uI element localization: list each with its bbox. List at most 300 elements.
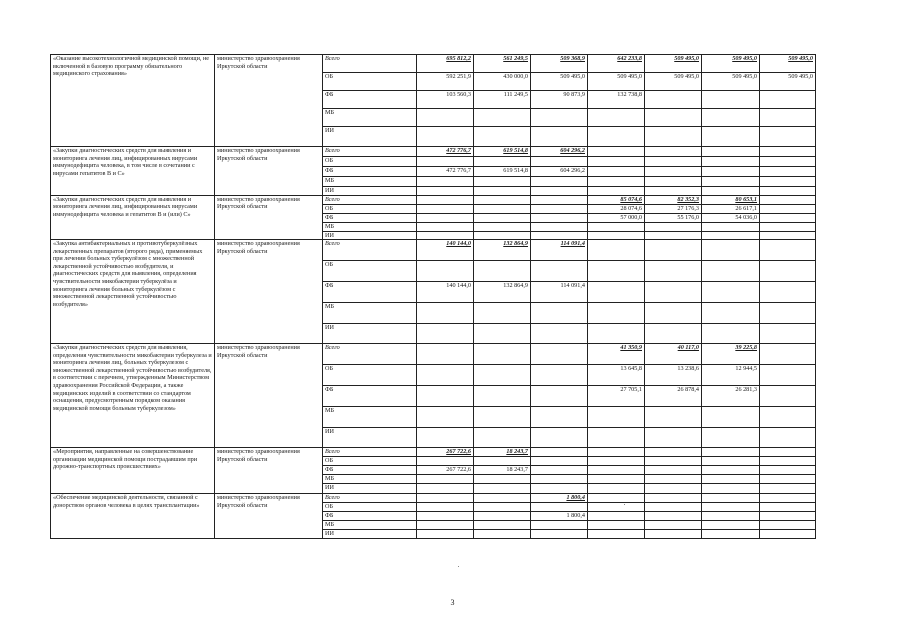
year-amount-cell: 27 705,1 <box>588 386 645 407</box>
year-amount-cell <box>531 503 588 512</box>
year-amount-cell <box>588 530 645 539</box>
year-amount-cell <box>474 204 531 213</box>
measure-description: «Закупки диагностических средств для выявления, определения чувствительности микобактерии туберкулеза и мониторинга лечения лиц, больных туберкулезом с множественной лекарственной устойчивостью возбудителя, в соответствии с перечнем, утвержденным Министерством здравоохранения Российской Федерации, а также медицинских изделий в соответствии со стандартом оснащения, предусмотренным порядком оказания медицинской помощи больным туберкулезом» <box>51 344 215 448</box>
year-amount-cell <box>531 204 588 213</box>
year-amount-cell <box>588 512 645 521</box>
year-amount-cell <box>645 167 702 177</box>
year-amount-cell <box>645 231 702 240</box>
year-amount-cell <box>588 428 645 448</box>
year-amount-cell <box>702 466 760 475</box>
funding-source-label: МБ <box>323 109 417 127</box>
year-amount-cell <box>702 157 760 167</box>
table-row <box>51 448 816 457</box>
year-amount-cell <box>474 503 531 512</box>
year-amount-cell <box>588 407 645 428</box>
year-amount-cell: 114 091,4 <box>531 240 588 261</box>
year-amount-cell <box>645 466 702 475</box>
year-amount-cell <box>760 147 816 157</box>
funding-source-label: ФБ <box>323 466 417 475</box>
year-amount-cell: 40 117,0 <box>645 344 702 365</box>
year-amount-cell <box>531 195 588 204</box>
year-amount-cell: 18 243,7 <box>474 448 531 457</box>
year-amount-cell: 509 495,0 <box>702 55 760 73</box>
year-amount-cell <box>760 466 816 475</box>
year-amount-cell: 509 368,9 <box>531 55 588 73</box>
year-amount-cell: 82 352,3 <box>645 195 702 204</box>
year-amount-cell <box>588 448 645 457</box>
year-amount-cell <box>645 282 702 303</box>
year-amount-cell <box>702 512 760 521</box>
year-amount-cell <box>760 303 816 324</box>
year-amount-cell <box>760 195 816 204</box>
year-amount-cell <box>588 303 645 324</box>
funding-source-label: ИИ <box>323 324 417 344</box>
year-amount-cell <box>702 324 760 344</box>
year-amount-cell <box>702 187 760 196</box>
year-amount-cell <box>702 475 760 484</box>
year-amount-cell: 267 722,6 <box>417 466 474 475</box>
year-amount-cell <box>702 177 760 187</box>
year-amount-cell <box>417 457 474 466</box>
year-amount-cell <box>474 521 531 530</box>
year-amount-cell <box>474 344 531 365</box>
year-amount-cell <box>474 231 531 240</box>
year-amount-cell <box>531 407 588 428</box>
year-amount-cell <box>702 484 760 494</box>
year-amount-cell <box>474 407 531 428</box>
year-amount-cell <box>417 324 474 344</box>
funding-source-label: ОБ <box>323 503 417 512</box>
year-amount-cell: 140 144,0 <box>417 282 474 303</box>
year-amount-cell <box>760 457 816 466</box>
funding-source-label: ФБ <box>323 282 417 303</box>
year-amount-cell <box>760 475 816 484</box>
year-amount-cell: 604 296,2 <box>531 167 588 177</box>
year-amount-cell <box>474 303 531 324</box>
year-amount-cell <box>417 521 474 530</box>
year-amount-cell <box>760 521 816 530</box>
funding-source-label: ОБ <box>323 157 417 167</box>
year-amount-cell: 57 000,0 <box>588 213 645 222</box>
year-amount-cell <box>531 530 588 539</box>
funding-source-label: ФБ <box>323 167 417 177</box>
measure-description: «Закупка антибактериальных и противотуберкулёзных лекарственных препаратов (второго ряда), применяемых при лечении больных туберкулёзом с множественной лекарственной устойчивостью возбудителя, и диагностических средств для выявления, определения чувствительности микобактерии туберкулёза и мониторинга лечения больных туберкулёзом с множественной лекарственной устойчивостью возбудителя» <box>51 240 215 344</box>
responsible-executor: министерство здравоохранения Иркутской области <box>215 195 323 240</box>
year-amount-cell <box>760 157 816 167</box>
year-amount-cell <box>474 109 531 127</box>
year-amount-cell <box>588 127 645 147</box>
year-amount-cell: 472 776,7 <box>417 147 474 157</box>
year-amount-cell <box>645 157 702 167</box>
year-amount-cell <box>531 157 588 167</box>
year-amount-cell <box>588 147 645 157</box>
year-amount-cell <box>760 261 816 282</box>
responsible-executor: министерство здравоохранения Иркутской области <box>215 55 323 147</box>
year-amount-cell: 54 036,0 <box>702 213 760 222</box>
funding-source-label: ИИ <box>323 231 417 240</box>
year-amount-cell <box>702 167 760 177</box>
year-amount-cell <box>702 428 760 448</box>
year-amount-cell <box>474 261 531 282</box>
year-amount-cell <box>417 195 474 204</box>
year-amount-cell <box>645 222 702 231</box>
year-amount-cell: 509 495,0 <box>760 73 816 91</box>
year-amount-cell <box>702 222 760 231</box>
year-amount-cell <box>588 177 645 187</box>
scan-speck <box>624 504 625 505</box>
year-amount-cell <box>531 448 588 457</box>
year-amount-cell: 26 281,3 <box>702 386 760 407</box>
year-amount-cell: 55 176,0 <box>645 213 702 222</box>
measure-description: «Обеспечение медицинской деятельности, связанной с донорством органов человека в целях трансплантации» <box>51 494 215 539</box>
funding-source-label: ФБ <box>323 213 417 222</box>
year-amount-cell <box>531 127 588 147</box>
year-amount-cell <box>531 187 588 196</box>
year-amount-cell: 472 776,7 <box>417 167 474 177</box>
year-amount-cell <box>417 157 474 167</box>
year-amount-cell <box>531 457 588 466</box>
year-amount-cell: 114 091,4 <box>531 282 588 303</box>
year-amount-cell: 604 296,2 <box>531 147 588 157</box>
year-amount-cell <box>645 324 702 344</box>
year-amount-cell <box>417 484 474 494</box>
year-amount-cell <box>588 261 645 282</box>
year-amount-cell <box>531 365 588 386</box>
year-amount-cell: 80 653,1 <box>702 195 760 204</box>
funding-source-label: ФБ <box>323 512 417 521</box>
year-amount-cell <box>760 127 816 147</box>
year-amount-cell <box>588 282 645 303</box>
year-amount-cell <box>645 109 702 127</box>
table-row <box>51 55 816 73</box>
year-amount-cell <box>760 222 816 231</box>
table-row <box>51 240 816 261</box>
year-amount-cell <box>417 344 474 365</box>
year-amount-cell <box>417 177 474 187</box>
year-amount-cell <box>588 494 645 503</box>
year-amount-cell <box>417 365 474 386</box>
year-amount-cell: 509 495,0 <box>645 73 702 91</box>
year-amount-cell <box>645 240 702 261</box>
year-amount-cell <box>588 457 645 466</box>
year-amount-cell <box>531 428 588 448</box>
year-amount-cell <box>702 407 760 428</box>
funding-source-label: ИИ <box>323 127 417 147</box>
year-amount-cell <box>531 303 588 324</box>
year-amount-cell <box>645 448 702 457</box>
year-amount-cell <box>760 204 816 213</box>
year-amount-cell <box>760 365 816 386</box>
year-amount-cell <box>702 448 760 457</box>
year-amount-cell: 85 074,6 <box>588 195 645 204</box>
year-amount-cell <box>645 91 702 109</box>
year-amount-cell: 695 812,2 <box>417 55 474 73</box>
year-amount-cell <box>645 261 702 282</box>
funding-source-label: МБ <box>323 407 417 428</box>
year-amount-cell <box>531 261 588 282</box>
year-amount-cell <box>474 428 531 448</box>
year-amount-cell: 26 878,4 <box>645 386 702 407</box>
year-amount-cell <box>645 484 702 494</box>
year-amount-cell <box>417 303 474 324</box>
year-amount-cell <box>760 494 816 503</box>
year-amount-cell <box>645 177 702 187</box>
year-amount-cell <box>417 261 474 282</box>
year-amount-cell: 509 495,0 <box>702 73 760 91</box>
year-amount-cell: 509 495,0 <box>588 73 645 91</box>
year-amount-cell <box>760 484 816 494</box>
year-amount-cell: 1 800,4 <box>531 494 588 503</box>
year-amount-cell <box>588 503 645 512</box>
year-amount-cell <box>474 187 531 196</box>
funding-source-label: ИИ <box>323 428 417 448</box>
year-amount-cell: 111 249,5 <box>474 91 531 109</box>
year-amount-cell: 1 800,4 <box>531 512 588 521</box>
year-amount-cell <box>702 240 760 261</box>
year-amount-cell <box>417 475 474 484</box>
year-amount-cell <box>474 157 531 167</box>
year-amount-cell <box>702 521 760 530</box>
year-amount-cell <box>531 466 588 475</box>
year-amount-cell <box>474 512 531 521</box>
funding-source-label: ОБ <box>323 457 417 466</box>
funding-source-label: МБ <box>323 303 417 324</box>
table-row <box>51 494 816 503</box>
year-amount-cell <box>588 324 645 344</box>
year-amount-cell <box>645 530 702 539</box>
year-amount-cell <box>417 213 474 222</box>
year-amount-cell <box>588 231 645 240</box>
year-amount-cell <box>760 344 816 365</box>
funding-source-label: Всего <box>323 240 417 261</box>
year-amount-cell <box>760 503 816 512</box>
funding-source-label: ФБ <box>323 386 417 407</box>
year-amount-cell: 103 560,3 <box>417 91 474 109</box>
year-amount-cell <box>760 177 816 187</box>
funding-source-label: ИИ <box>323 187 417 196</box>
year-amount-cell <box>417 407 474 428</box>
year-amount-cell <box>531 475 588 484</box>
year-amount-cell <box>588 484 645 494</box>
measure-description: «Закупки диагностических средств для выявления и мониторинга лечения лиц, инфицированных вирусами иммунодефицита человека, в том числе в сочетании с вирусами гепатитов В и С» <box>51 147 215 196</box>
year-amount-cell <box>645 407 702 428</box>
year-amount-cell <box>474 222 531 231</box>
year-amount-cell <box>474 324 531 344</box>
year-amount-cell: 13 238,6 <box>645 365 702 386</box>
year-amount-cell <box>531 521 588 530</box>
year-amount-cell <box>588 167 645 177</box>
year-amount-cell <box>760 187 816 196</box>
year-amount-cell <box>588 109 645 127</box>
year-amount-cell <box>588 222 645 231</box>
year-amount-cell: 140 144,0 <box>417 240 474 261</box>
year-amount-cell <box>760 448 816 457</box>
year-amount-cell <box>417 503 474 512</box>
year-amount-cell <box>474 530 531 539</box>
year-amount-cell: 41 350,9 <box>588 344 645 365</box>
measure-description: «Мероприятия, направленные на совершенствование организации медицинской помощи пострадавшим при дорожно-транспортных происшествиях» <box>51 448 215 494</box>
table-row <box>51 344 816 365</box>
year-amount-cell <box>760 231 816 240</box>
year-amount-cell <box>760 324 816 344</box>
year-amount-cell <box>417 231 474 240</box>
year-amount-cell <box>417 428 474 448</box>
funding-source-label: Всего <box>323 55 417 73</box>
year-amount-cell: 26 617,1 <box>702 204 760 213</box>
year-amount-cell: 28 074,6 <box>588 204 645 213</box>
year-amount-cell <box>645 303 702 324</box>
funding-source-label: МБ <box>323 222 417 231</box>
responsible-executor: министерство здравоохранения Иркутской области <box>215 344 323 448</box>
year-amount-cell <box>702 127 760 147</box>
year-amount-cell <box>760 386 816 407</box>
responsible-executor: министерство здравоохранения Иркутской области <box>215 494 323 539</box>
page-number: 3 <box>450 598 455 607</box>
year-amount-cell <box>474 213 531 222</box>
measure-description: «Закупки диагностических средств для выявления и мониторинга лечения лиц, инфицированных вирусами иммунодефицита человека и гепатитов В и (или) С» <box>51 195 215 240</box>
year-amount-cell <box>531 231 588 240</box>
funding-source-label: ИИ <box>323 530 417 539</box>
year-amount-cell <box>760 109 816 127</box>
funding-source-label: ОБ <box>323 73 417 91</box>
year-amount-cell: 18 243,7 <box>474 466 531 475</box>
year-amount-cell <box>645 503 702 512</box>
year-amount-cell: 430 000,0 <box>474 73 531 91</box>
funding-source-label: МБ <box>323 475 417 484</box>
year-amount-cell <box>702 231 760 240</box>
year-amount-cell: 132 864,9 <box>474 282 531 303</box>
year-amount-cell <box>760 428 816 448</box>
year-amount-cell <box>702 503 760 512</box>
year-amount-cell <box>760 167 816 177</box>
year-amount-cell <box>760 282 816 303</box>
year-amount-cell: 509 495,0 <box>760 55 816 73</box>
funding-source-label: МБ <box>323 177 417 187</box>
funding-source-label: ОБ <box>323 204 417 213</box>
year-amount-cell: 642 233,8 <box>588 55 645 73</box>
year-amount-cell <box>645 521 702 530</box>
funding-source-label: ОБ <box>323 261 417 282</box>
year-amount-cell <box>531 222 588 231</box>
funding-source-label: Всего <box>323 344 417 365</box>
funding-source-label: ФБ <box>323 91 417 109</box>
year-amount-cell: 267 722,6 <box>417 448 474 457</box>
year-amount-cell: 132 864,9 <box>474 240 531 261</box>
year-amount-cell <box>645 127 702 147</box>
year-amount-cell <box>417 530 474 539</box>
year-amount-cell <box>760 91 816 109</box>
year-amount-cell <box>417 204 474 213</box>
year-amount-cell <box>760 512 816 521</box>
year-amount-cell <box>760 213 816 222</box>
year-amount-cell <box>531 177 588 187</box>
year-amount-cell <box>702 282 760 303</box>
year-amount-cell <box>474 457 531 466</box>
funding-table <box>50 54 816 539</box>
year-amount-cell <box>645 512 702 521</box>
year-amount-cell <box>702 530 760 539</box>
year-amount-cell <box>760 530 816 539</box>
responsible-executor: министерство здравоохранения Иркутской области <box>215 448 323 494</box>
year-amount-cell <box>645 428 702 448</box>
responsible-executor: министерство здравоохранения Иркутской области <box>215 147 323 196</box>
year-amount-cell <box>760 407 816 428</box>
year-amount-cell <box>702 91 760 109</box>
year-amount-cell <box>531 386 588 407</box>
funding-source-label: Всего <box>323 448 417 457</box>
year-amount-cell <box>760 240 816 261</box>
year-amount-cell <box>702 261 760 282</box>
table-row <box>51 147 816 157</box>
funding-source-label: Всего <box>323 147 417 157</box>
year-amount-cell <box>474 177 531 187</box>
year-amount-cell: 132 738,8 <box>588 91 645 109</box>
year-amount-cell <box>474 475 531 484</box>
year-amount-cell <box>417 187 474 196</box>
scan-speck <box>458 566 459 567</box>
year-amount-cell: 592 251,9 <box>417 73 474 91</box>
year-amount-cell: 39 225,8 <box>702 344 760 365</box>
year-amount-cell <box>417 386 474 407</box>
measure-description: «Оказание высокотехнологичной медицинской помощи, не включенной в базовую программу обязательного медицинского страхования» <box>51 55 215 147</box>
year-amount-cell <box>474 484 531 494</box>
funding-source-label: ИИ <box>323 484 417 494</box>
year-amount-cell <box>531 324 588 344</box>
year-amount-cell <box>474 195 531 204</box>
year-amount-cell <box>588 475 645 484</box>
year-amount-cell <box>474 494 531 503</box>
table-row <box>51 195 816 204</box>
year-amount-cell <box>588 187 645 196</box>
year-amount-cell: 619 514,8 <box>474 167 531 177</box>
funding-source-label: Всего <box>323 494 417 503</box>
year-amount-cell <box>417 109 474 127</box>
responsible-executor: министерство здравоохранения Иркутской области <box>215 240 323 344</box>
year-amount-cell <box>588 240 645 261</box>
year-amount-cell <box>702 109 760 127</box>
funding-source-label: ОБ <box>323 365 417 386</box>
year-amount-cell <box>588 466 645 475</box>
year-amount-cell <box>645 475 702 484</box>
year-amount-cell: 509 495,0 <box>645 55 702 73</box>
year-amount-cell <box>702 457 760 466</box>
year-amount-cell <box>417 494 474 503</box>
year-amount-cell <box>531 344 588 365</box>
year-amount-cell <box>417 222 474 231</box>
funding-source-label: Всего <box>323 195 417 204</box>
year-amount-cell: 12 944,5 <box>702 365 760 386</box>
year-amount-cell <box>588 521 645 530</box>
year-amount-cell <box>645 147 702 157</box>
year-amount-cell <box>417 127 474 147</box>
year-amount-cell: 90 873,9 <box>531 91 588 109</box>
year-amount-cell <box>702 303 760 324</box>
year-amount-cell: 619 514,8 <box>474 147 531 157</box>
year-amount-cell <box>645 457 702 466</box>
year-amount-cell <box>474 386 531 407</box>
year-amount-cell <box>645 494 702 503</box>
year-amount-cell: 13 645,8 <box>588 365 645 386</box>
year-amount-cell <box>531 213 588 222</box>
year-amount-cell <box>531 109 588 127</box>
year-amount-cell <box>417 512 474 521</box>
year-amount-cell: 27 176,3 <box>645 204 702 213</box>
year-amount-cell <box>474 127 531 147</box>
funding-source-label: МБ <box>323 521 417 530</box>
year-amount-cell <box>645 187 702 196</box>
year-amount-cell <box>702 494 760 503</box>
year-amount-cell: 509 495,0 <box>531 73 588 91</box>
